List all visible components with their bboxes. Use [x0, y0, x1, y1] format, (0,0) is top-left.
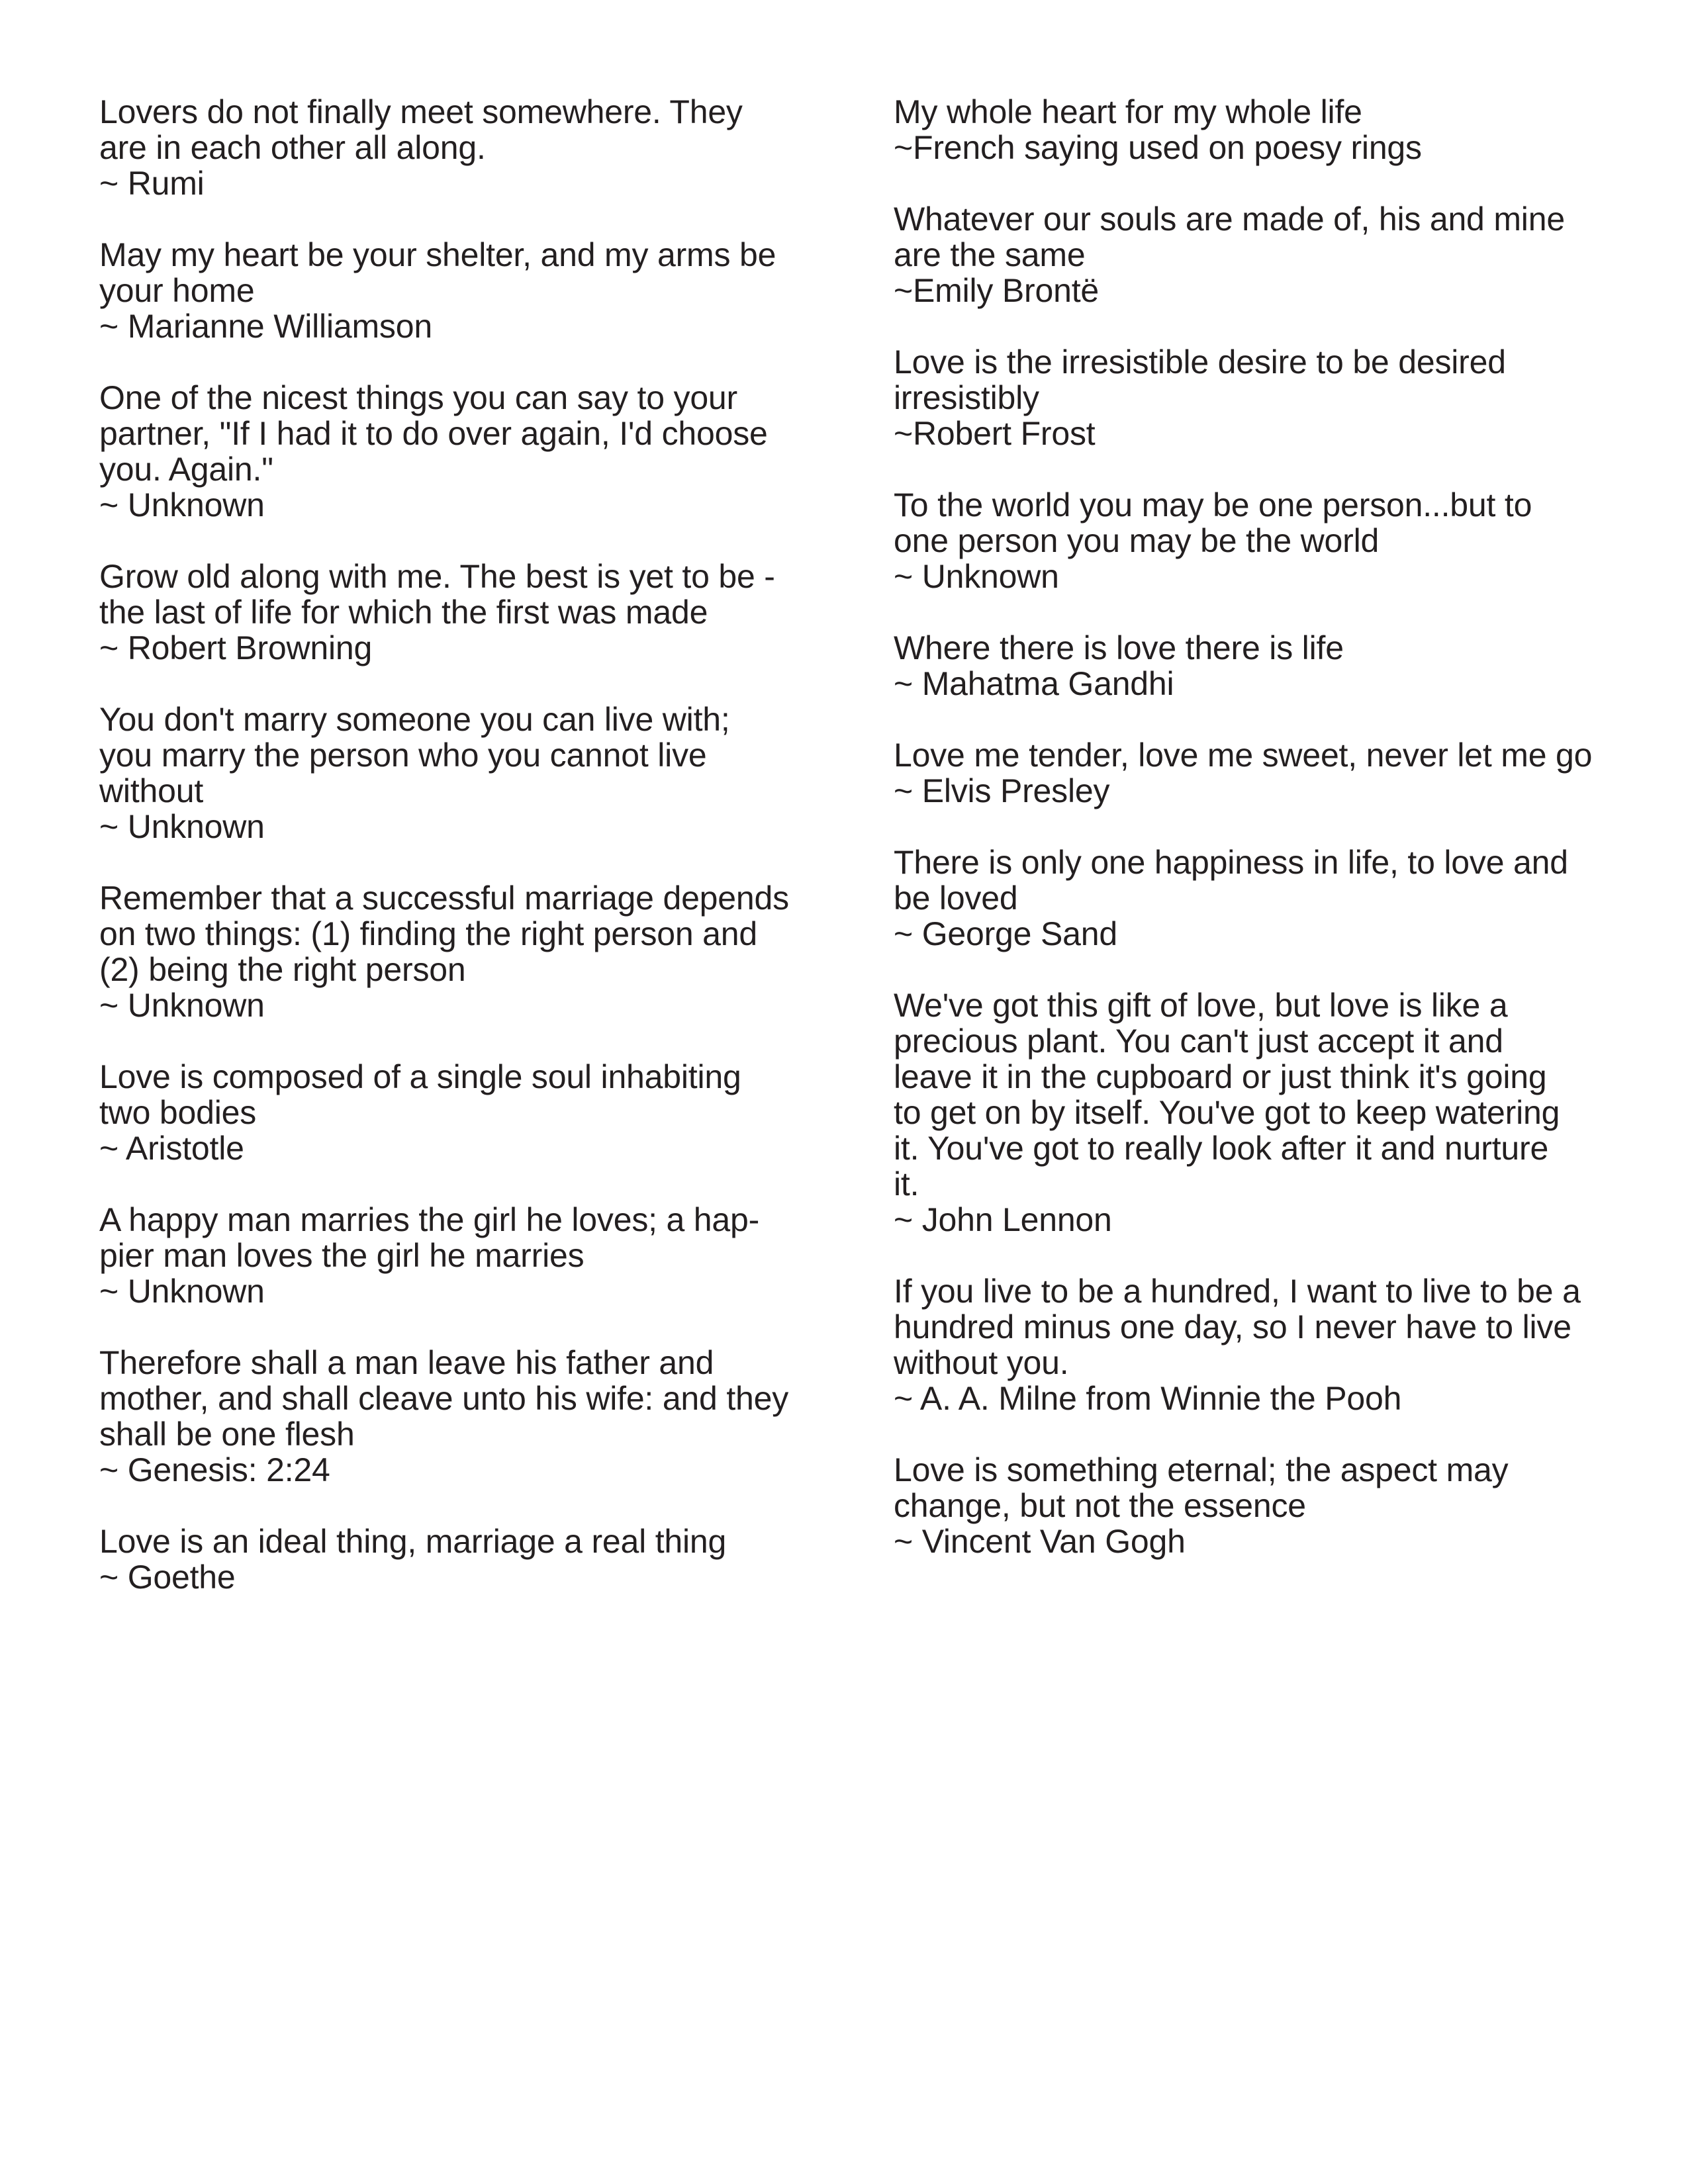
quote-text: A happy man marries the girl he loves; a hap- pier man loves the girl he marries — [99, 1201, 760, 1274]
quote-attribution: ~ Unknown — [894, 558, 1059, 595]
quote — [894, 94, 1595, 165]
quote — [894, 1452, 1595, 1559]
quote-text: Grow old along with me. The best is yet to be - the last of life for which the first was made — [99, 558, 775, 631]
quote-attribution: ~ Unknown — [99, 486, 265, 523]
quote-attribution: ~ George Sand — [894, 915, 1117, 952]
quote — [99, 380, 827, 523]
quote — [99, 94, 827, 201]
quote — [99, 1345, 827, 1488]
quote — [99, 237, 827, 344]
quote — [99, 1524, 827, 1595]
quote — [894, 737, 1595, 809]
quote-attribution: ~ Unknown — [99, 1273, 265, 1310]
quote-attribution: ~ Unknown — [99, 987, 265, 1024]
quote-text: Therefore shall a man leave his father and mother, and shall cleave unto his wife: and they shall be one flesh — [99, 1344, 789, 1453]
quote-text: Love is something eternal; the aspect may change, but not the essence — [894, 1451, 1509, 1524]
quote-text: To the world you may be one person...but to one person you may be the world — [894, 486, 1532, 559]
quote-attribution: ~ Rumi — [99, 165, 205, 202]
quote-attribution: ~French saying used on poesy rings — [894, 129, 1422, 166]
quote-attribution: ~ A. A. Milne from Winnie the Pooh — [894, 1380, 1402, 1417]
quote — [99, 880, 827, 1023]
quote — [99, 1059, 827, 1166]
quote — [894, 987, 1595, 1238]
quote-text: May my heart be your shelter, and my arms be your home — [99, 236, 776, 309]
quote-text: There is only one happiness in life, to love and be loved — [894, 844, 1568, 917]
quote — [894, 1273, 1595, 1416]
quote-attribution: ~ Elvis Presley — [894, 772, 1110, 809]
quote-attribution: ~ Aristotle — [99, 1130, 244, 1167]
quotes-column-left — [99, 94, 827, 1631]
quote-text: One of the nicest things you can say to your partner, "If I had it to do over again, I'd choose you. Again." — [99, 379, 768, 488]
quote-text: My whole heart for my whole life — [894, 93, 1362, 130]
quote-text: Lovers do not finally meet somewhere. They are in each other all along. — [99, 93, 743, 166]
quote-text: You don't marry someone you can live with; you marry the person who you cannot live without — [99, 701, 730, 809]
quote — [894, 630, 1595, 702]
quote — [894, 201, 1595, 308]
quote — [894, 344, 1595, 451]
quote-text: Love is an ideal thing, marriage a real thing — [99, 1523, 727, 1560]
quote-attribution: ~ Robert Browning — [99, 629, 373, 666]
quote-attribution: ~ Unknown — [99, 808, 265, 845]
quote-text: Where there is love there is life — [894, 629, 1344, 666]
quote-attribution: ~Emily Brontë — [894, 272, 1100, 309]
quote — [894, 487, 1595, 594]
quote-text: Love is the irresistible desire to be desired irresistibly — [894, 343, 1506, 416]
quote-text: Remember that a successful marriage depends on two things: (1) finding the right person and (2) being the right person — [99, 880, 789, 988]
quote-attribution: ~ Marianne Williamson — [99, 308, 432, 345]
quote — [99, 559, 827, 666]
quote-attribution: ~ John Lennon — [894, 1201, 1112, 1238]
quote — [99, 1202, 827, 1309]
quote — [894, 844, 1595, 952]
quote-text: We've got this gift of love, but love is like a precious plant. You can't just accept it and leave it in the cupboard or just think it's going to get on by itself. You've got to keep watering it. You've got to really look after it and nurture it. — [894, 987, 1560, 1203]
quote-attribution: ~ Vincent Van Gogh — [894, 1523, 1186, 1560]
quote-attribution: ~ Genesis: 2:24 — [99, 1451, 330, 1488]
quote-text: If you live to be a hundred, I want to live to be a hundred minus one day, so I never have to live without you. — [894, 1273, 1581, 1381]
quote-attribution: ~ Mahatma Gandhi — [894, 665, 1174, 702]
quote-text: Love me tender, love me sweet, never let me go — [894, 737, 1593, 774]
quotes-column-right — [894, 94, 1595, 1595]
quote-attribution: ~Robert Frost — [894, 415, 1096, 452]
quote-text: Love is composed of a single soul inhabiting two bodies — [99, 1058, 741, 1131]
quote-attribution: ~ Goethe — [99, 1559, 236, 1596]
quote-text: Whatever our souls are made of, his and mine are the same — [894, 201, 1565, 273]
quote — [99, 702, 827, 844]
